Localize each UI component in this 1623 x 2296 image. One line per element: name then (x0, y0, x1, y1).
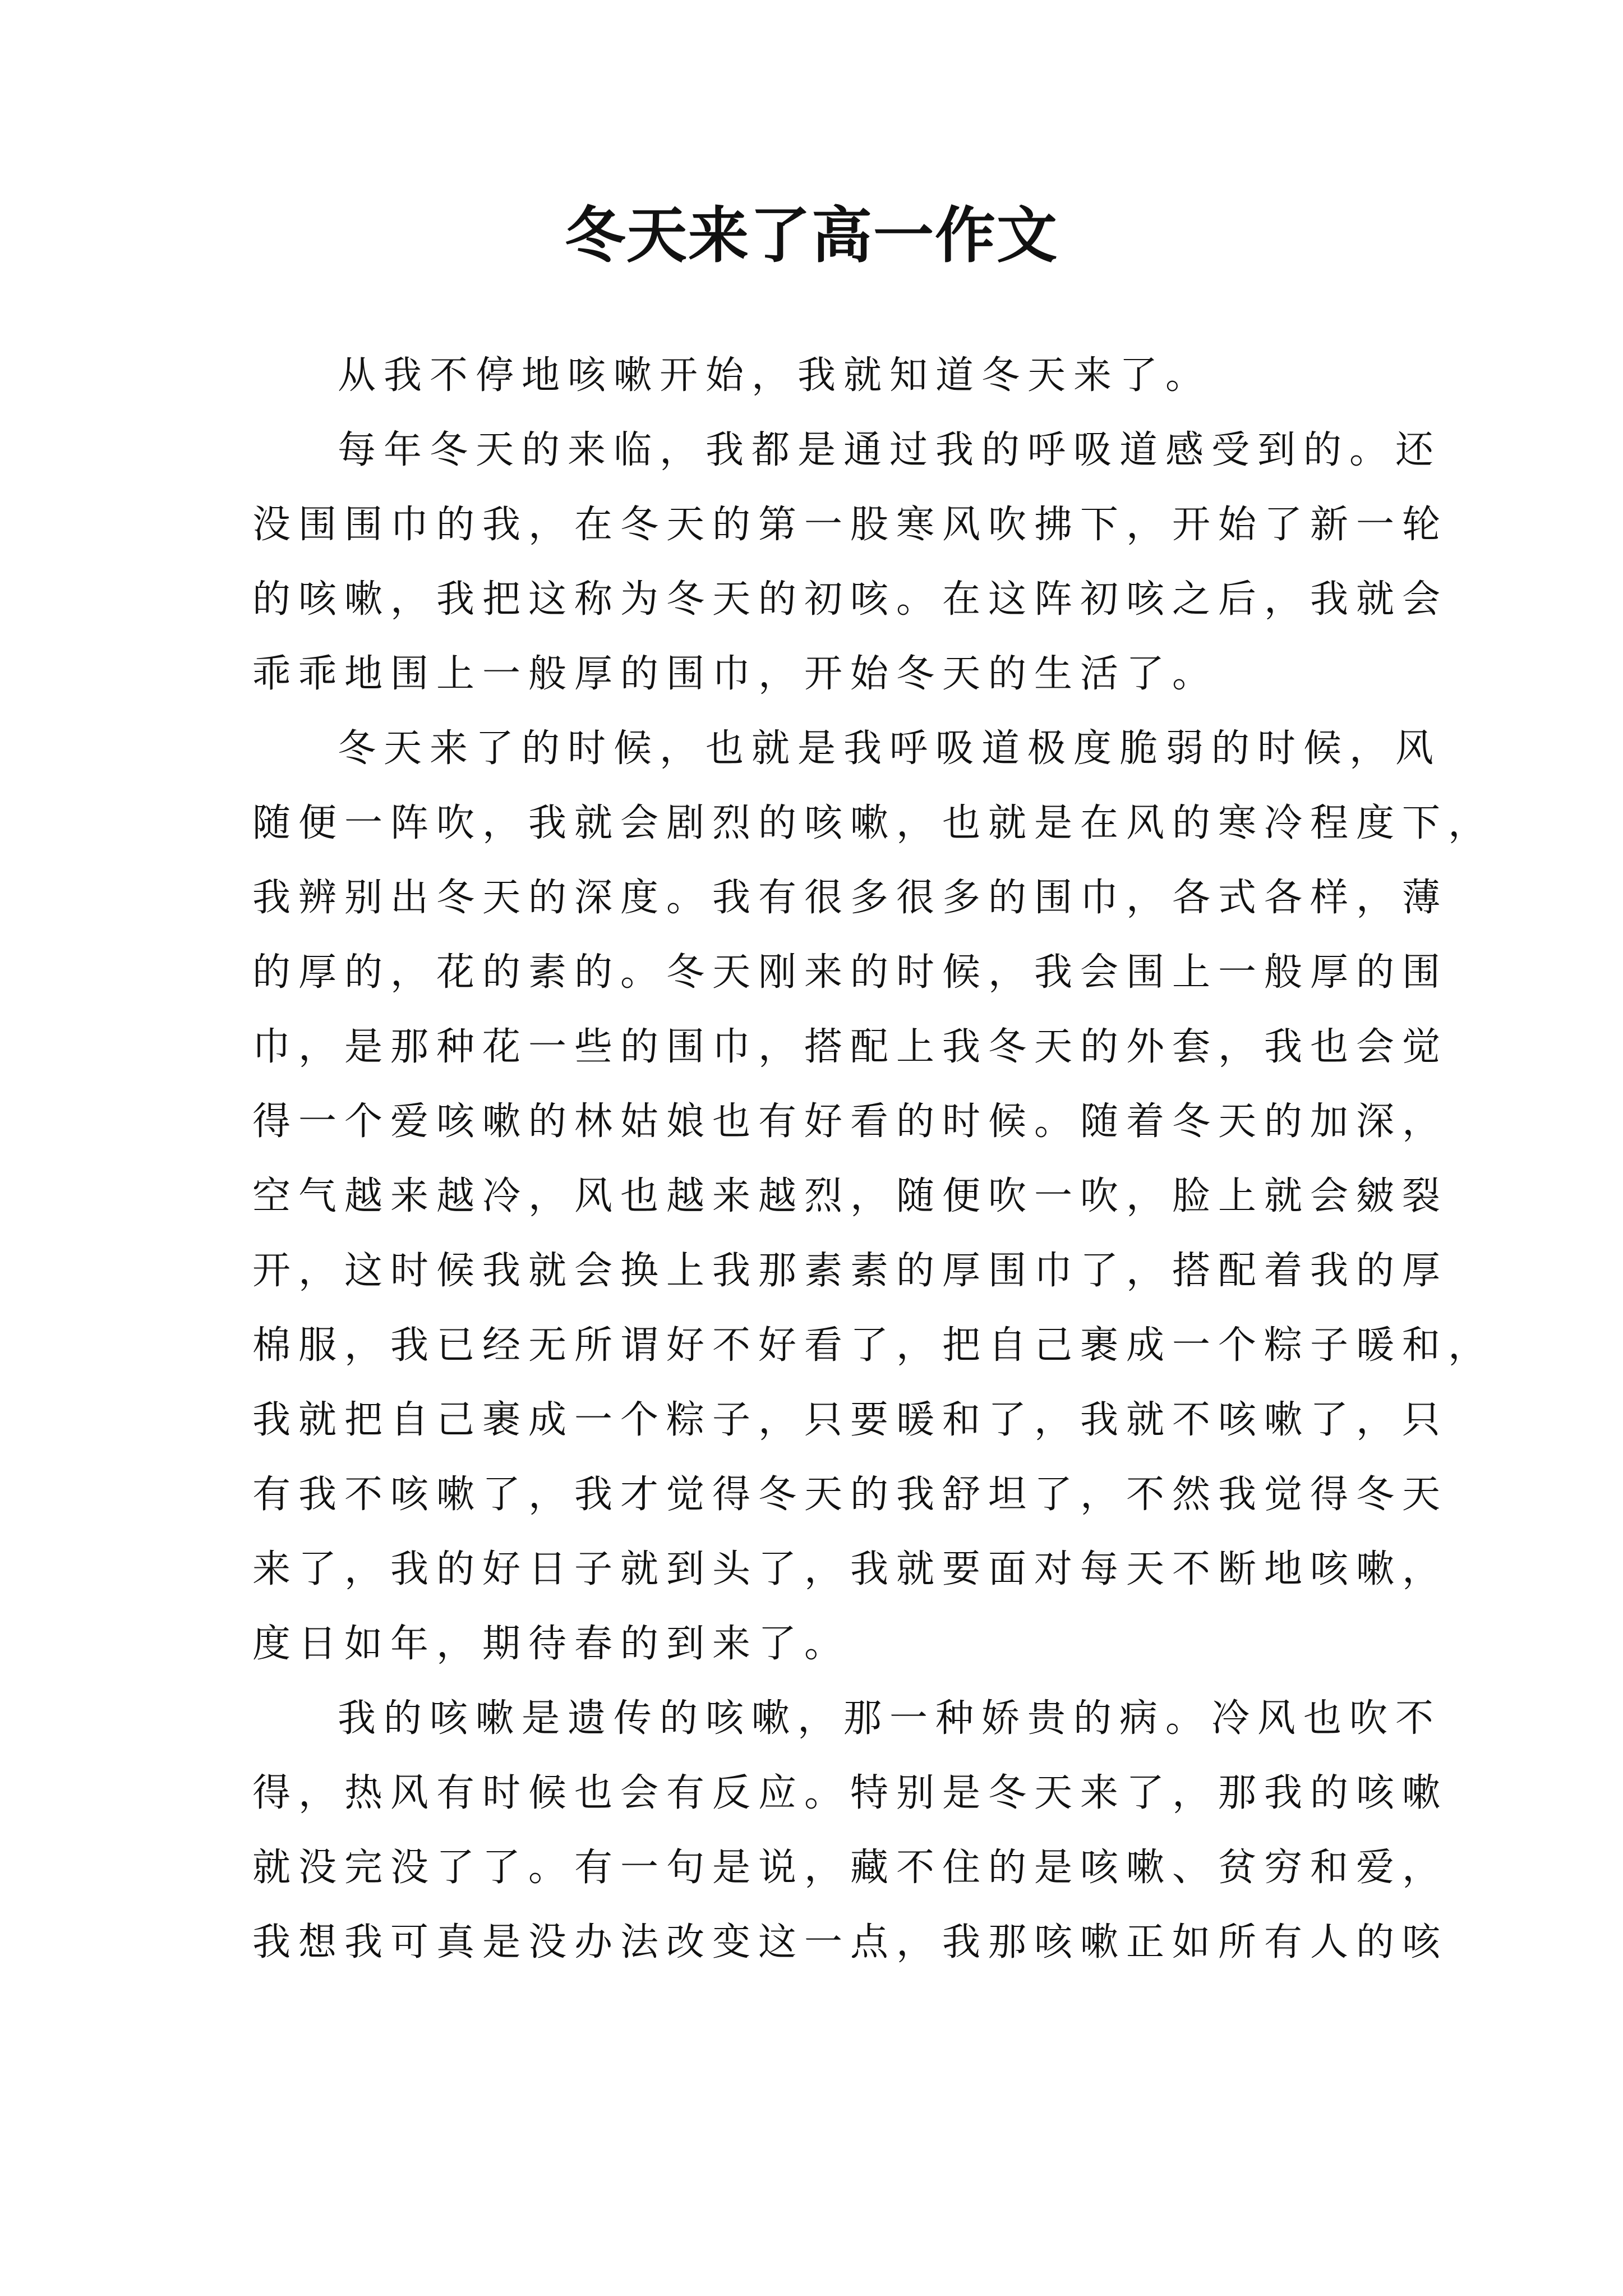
paragraph-3-line-11: 有我不咳嗽了，我才觉得冬天的我舒坦了，不然我觉得冬天 (252, 1473, 1449, 1517)
paragraph-3-line-4: 的厚的，花的素的。冬天刚来的时候，我会围上一般厚的围 (252, 950, 1449, 995)
paragraph-1-line-1: 从我不停地咳嗽开始，我就知道冬天来了。 (338, 353, 1212, 398)
paragraph-4-line-1: 我的咳嗽是遗传的咳嗽，那一种娇贵的病。冷风也吹不 (338, 1696, 1442, 1741)
paragraph-3-line-7: 空气越来越冷，风也越来越烈，随便吹一吹，脸上就会皴裂 (252, 1174, 1449, 1218)
paragraph-2-line-4: 乖乖地围上一般厚的围巾，开始冬天的生活了。 (252, 652, 1219, 696)
paragraph-3-line-2: 随便一阵吹，我就会剧烈的咳嗽，也就是在风的寒冷程度下， (252, 801, 1495, 845)
paragraph-3-line-1: 冬天来了的时候，也就是我呼吸道极度脆弱的时候，风 (338, 726, 1442, 771)
paragraph-2-line-3: 的咳嗽，我把这称为冬天的初咳。在这阵初咳之后，我就会 (252, 577, 1449, 622)
paragraph-4-line-4: 我想我可真是没办法改变这一点，我那咳嗽正如所有人的咳 (252, 1920, 1449, 1964)
paragraph-3-line-3: 我辨别出冬天的深度。我有很多很多的围巾，各式各样，薄 (252, 876, 1449, 920)
paragraph-3-line-9: 棉服，我已经无所谓好不好看了，把自己裹成一个粽子暖和， (252, 1323, 1495, 1368)
paragraph-3-line-12: 来了，我的好日子就到头了，我就要面对每天不断地咳嗽， (252, 1547, 1449, 1591)
paragraph-3-line-8: 开，这时候我就会换上我那素素的厚围巾了，搭配着我的厚 (252, 1249, 1449, 1293)
paragraph-2-line-2: 没围围巾的我，在冬天的第一股寒风吹拂下，开始了新一轮 (252, 503, 1449, 547)
paragraph-3-line-5: 巾，是那种花一些的围巾，搭配上我冬天的外套，我也会觉 (252, 1025, 1449, 1069)
paragraph-4-line-3: 就没完没了了。有一句是说，藏不住的是咳嗽、贫穷和爱， (252, 1846, 1449, 1890)
paragraph-4-line-2: 得，热风有时候也会有反应。特别是冬天来了，那我的咳嗽 (252, 1771, 1449, 1815)
document-title: 冬天来了高一作文 (564, 200, 1058, 271)
paragraph-3-line-13: 度日如年，期待春的到来了。 (252, 1622, 851, 1666)
paragraph-2-line-1: 每年冬天的来临，我都是通过我的呼吸道感受到的。还 (338, 428, 1442, 472)
paragraph-3-line-6: 得一个爱咳嗽的林姑娘也有好看的时候。随着冬天的加深， (252, 1099, 1449, 1144)
paragraph-3-line-10: 我就把自己裹成一个粽子，只要暖和了，我就不咳嗽了，只 (252, 1398, 1449, 1442)
